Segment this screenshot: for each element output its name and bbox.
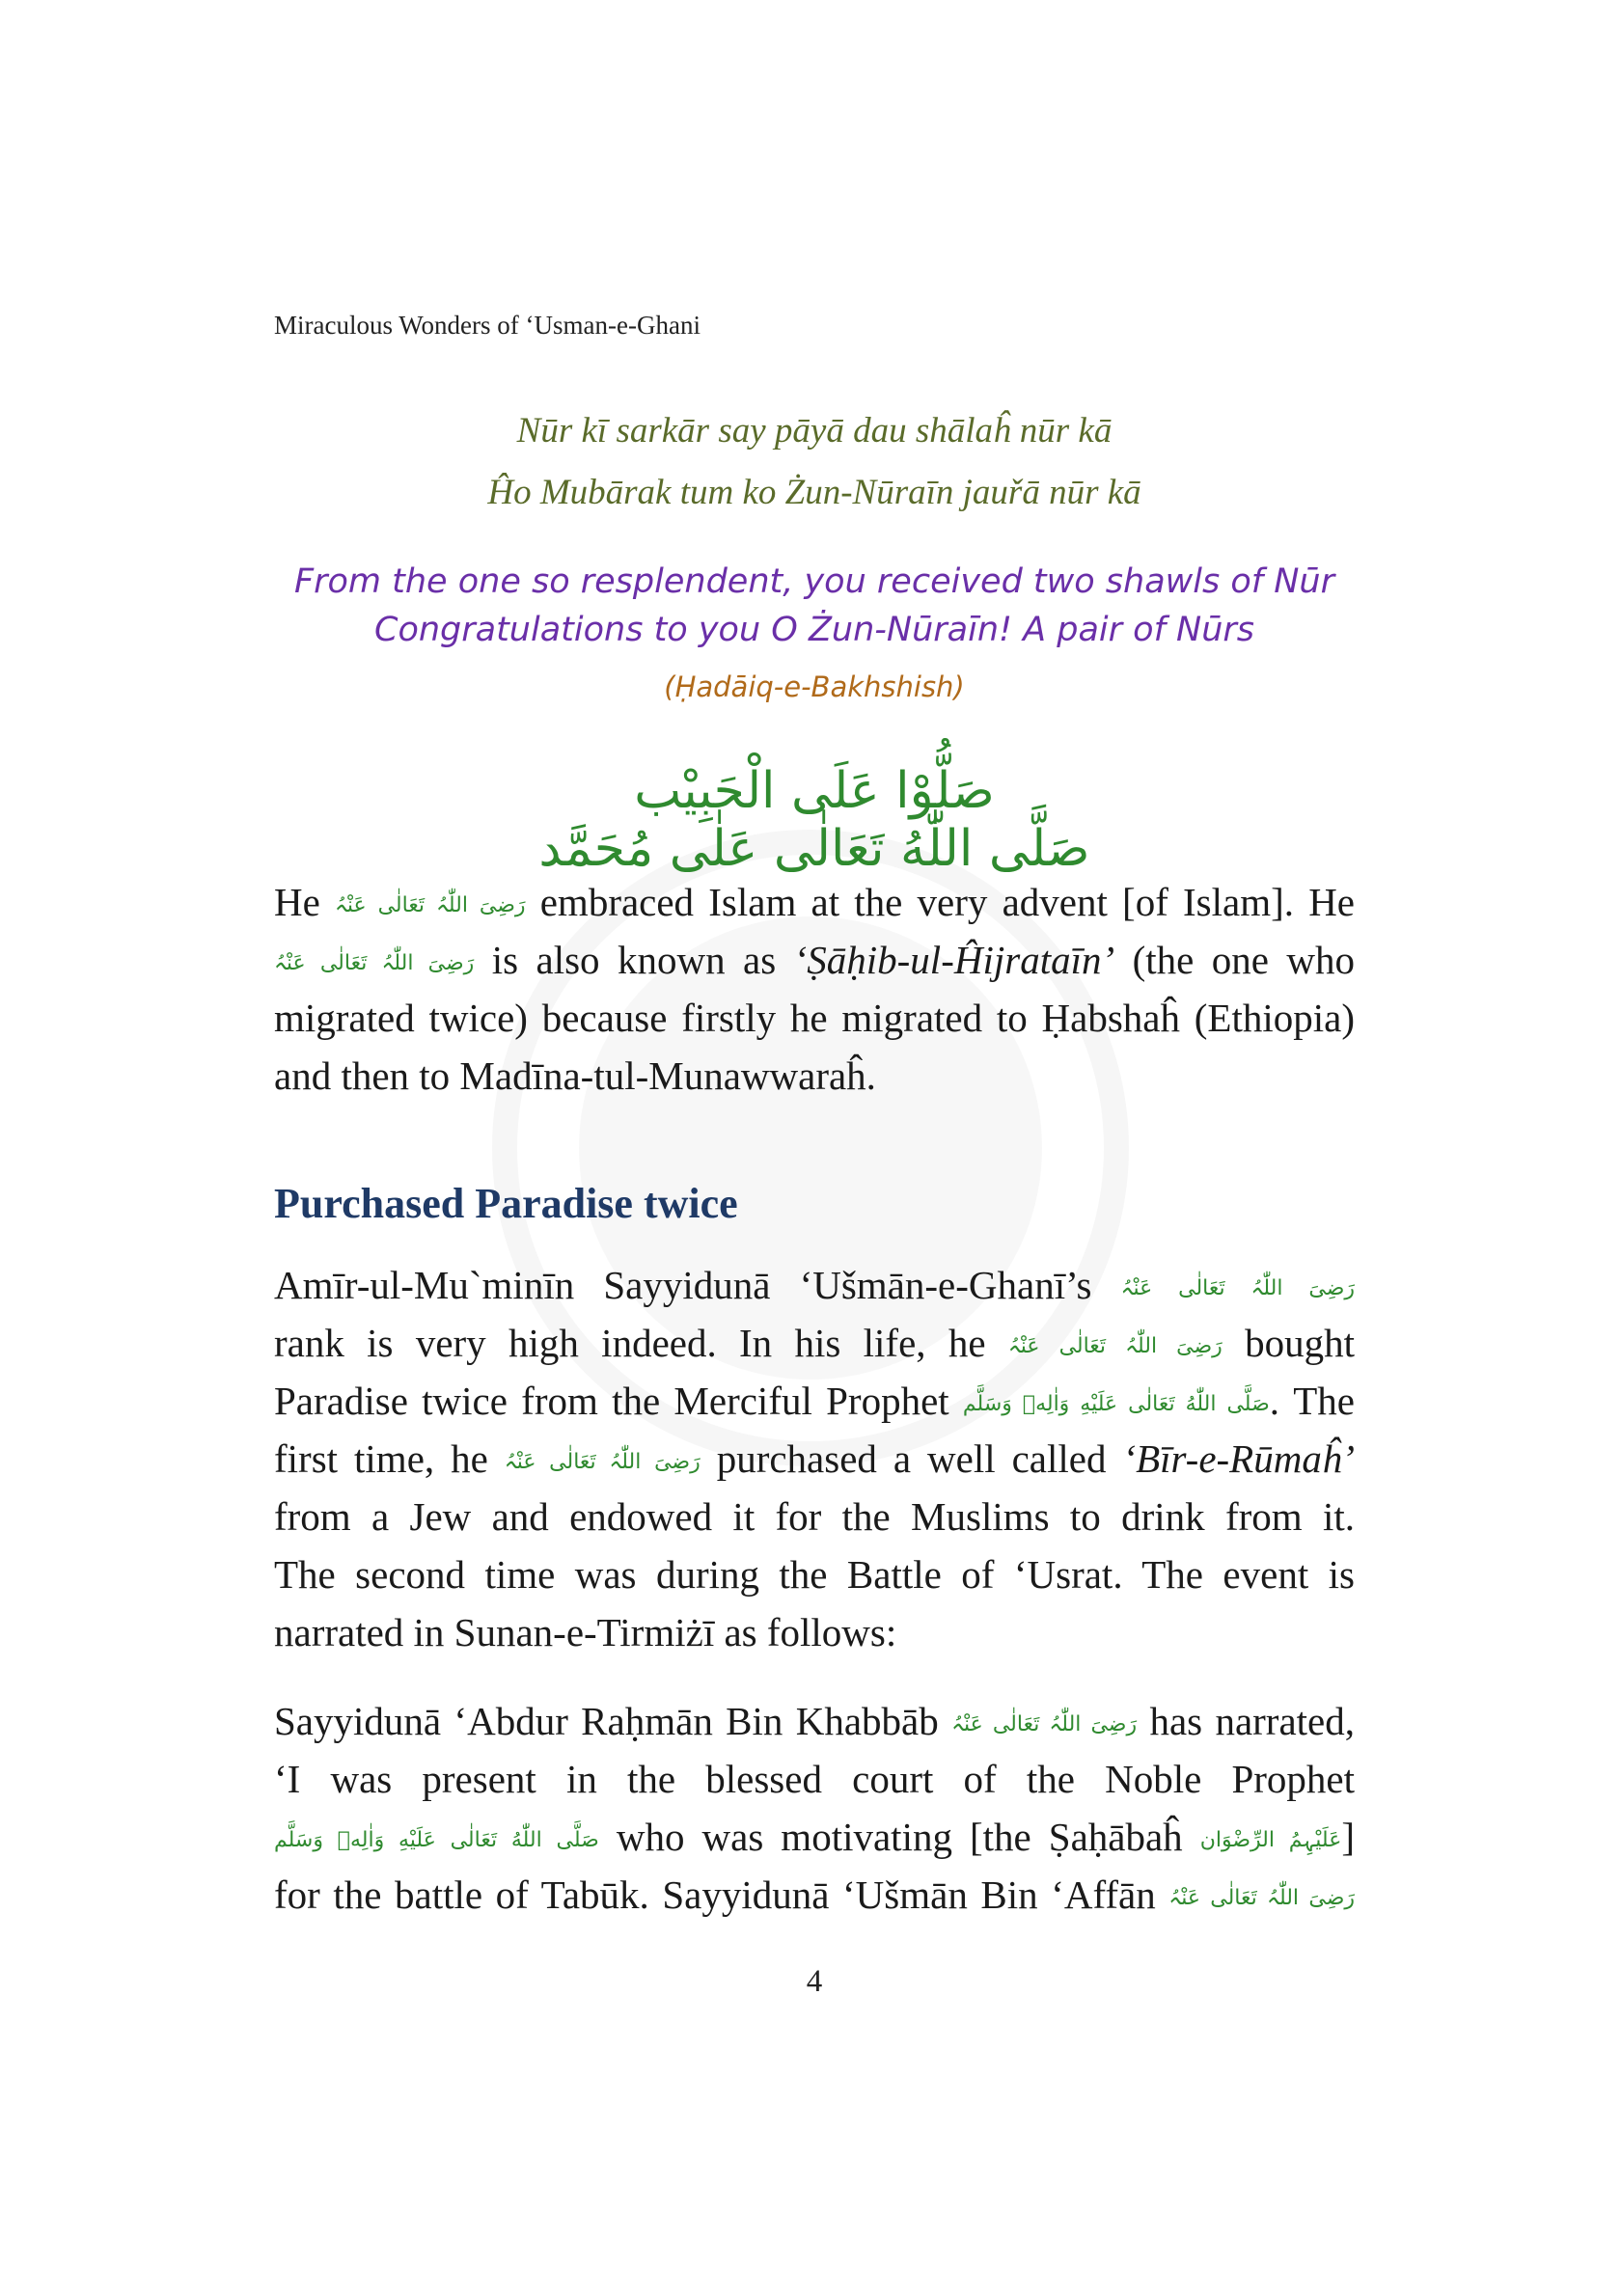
text: who was motivating [the Ṣaḥābaĥ: [598, 1815, 1200, 1859]
paragraph-2-line-7: narrated in Sunan-e-Tirmiżī as follows:: [274, 1610, 897, 1654]
section-heading: Purchased Paradise twice: [274, 1180, 738, 1227]
text: Paradise twice from the Merciful Prophet: [274, 1379, 963, 1423]
translation-line-2: Congratulations to you O Żun-Nūraīn! A pair of Nūrs: [374, 611, 1254, 649]
honorific-alaihim: عَلَیْہِمُ الرِّضْوَان: [1199, 1828, 1342, 1852]
durood-line: [274, 762, 1355, 878]
translation-source: (Ḥadāiq-e-Bakhshish): [664, 670, 965, 703]
paragraph-2-line-1: [274, 1256, 1355, 1314]
poem-line-2: Ĥo Mubārak tum ko Żun-Nūraīn jauřā nūr kā: [487, 473, 1141, 512]
paragraph-3-line-2: ‘I was present in the blessed court of the Noble Prophet: [274, 1757, 1355, 1801]
text: embraced Islam at the very advent [of Islam]. He: [525, 880, 1355, 924]
text: ]: [1341, 1815, 1355, 1859]
paragraph-3-line-4: [274, 1866, 1355, 1924]
text: rank is very high indeed. In his life, he: [274, 1321, 1008, 1365]
honorific-radi: رَضِیَ اللّٰہُ تَعَالٰی عَنْہُ: [1168, 1886, 1355, 1910]
honorific-radi: رَضِیَ اللّٰہُ تَعَالٰی عَنْہُ: [335, 893, 526, 917]
text: . The: [1269, 1379, 1355, 1423]
well-name: ‘Bīr-e-Rūmaĥ’: [1122, 1436, 1355, 1481]
translation-line-1: From the one so resplendent, you received two shawls of Nūr: [294, 562, 1334, 601]
poem-line-1: Nūr kī sarkār say pāyā dau shālaĥ nūr kā: [516, 411, 1113, 451]
honorific-radi: رَضِیَ اللّٰہُ تَعَالٰی عَنْہُ: [274, 951, 475, 975]
honorific-radi: رَضِیَ اللّٰہُ تَعَالٰی عَنْہُ: [1120, 1276, 1355, 1300]
honorific-radi: رَضِیَ اللّٰہُ تَعَالٰی عَنْہُ: [951, 1712, 1138, 1736]
durood-part-2: صَلَّى اللّٰهُ تَعَالٰى عَلٰى مُحَمَّد: [538, 820, 1090, 878]
text: purchased a well called: [700, 1436, 1123, 1481]
durood-part-1: صَلُّوْا عَلَى الْحَبِيْب: [634, 762, 995, 820]
paragraph-2-line-2: [274, 1314, 1355, 1372]
text: for the battle of Tabūk. Sayyidunā ‘Ušmān Bin ‘Affān: [274, 1872, 1169, 1917]
paragraph-2-line-4: [274, 1430, 1355, 1488]
paragraph-1-line-4: and then to Madīna-tul-Munawwaraĥ.: [274, 1053, 876, 1098]
text: He: [274, 880, 335, 924]
honorific-salla: صَلَّى اللّٰهُ تَعَالٰى عَلَيْهِ وَاٰلِهٖ وَسَلَّم: [274, 1828, 599, 1852]
paragraph-2-line-3: [274, 1372, 1355, 1430]
text: is also known as: [474, 938, 794, 982]
text: bought: [1222, 1321, 1355, 1365]
paragraph-2: [274, 1256, 1355, 1661]
text: first time, he: [274, 1436, 505, 1481]
paragraph-1-line-3: migrated twice) because firstly he migrated to Ḥabshaĥ (Ethiopia): [274, 996, 1355, 1040]
paragraph-1-line-1: [274, 873, 1355, 931]
paragraph-2-line-6: The second time was during the Battle of ‘Usrat. The event is: [274, 1552, 1355, 1597]
text: (the one who: [1114, 938, 1355, 982]
paragraph-3-line-3: [274, 1808, 1355, 1866]
paragraph-3: [274, 1692, 1355, 1924]
page-number: 4: [806, 1964, 823, 1999]
paragraph-1: [274, 873, 1355, 1105]
running-header: Miraculous Wonders of ‘Usman-e-Ghani: [274, 311, 701, 340]
text: has narrated,: [1137, 1699, 1355, 1743]
title-sahib-ul-hijratain: ‘Ṣāḥib-ul-Ĥijrataīn’: [793, 938, 1115, 982]
paragraph-2-line-5: from a Jew and endowed it for the Muslims to drink from it.: [274, 1494, 1355, 1539]
paragraph-3-line-1: [274, 1692, 1355, 1750]
honorific-salla: صَلَّى اللّٰهُ تَعَالٰى عَلَيْهِ وَاٰلِهٖ وَسَلَّم: [962, 1392, 1270, 1416]
text: Sayyidunā ‘Abdur Raḥmān Bin Khabbāb: [274, 1699, 952, 1743]
text: Amīr-ul-Mu`minīn Sayyidunā ‘Ušmān-e-Ghanī’s: [274, 1263, 1121, 1307]
honorific-radi: رَضِیَ اللّٰہُ تَعَالٰی عَنْہُ: [504, 1450, 701, 1474]
paragraph-1-line-2: [274, 931, 1355, 989]
honorific-radi: رَضِیَ اللّٰہُ تَعَالٰی عَنْہُ: [1007, 1334, 1223, 1358]
